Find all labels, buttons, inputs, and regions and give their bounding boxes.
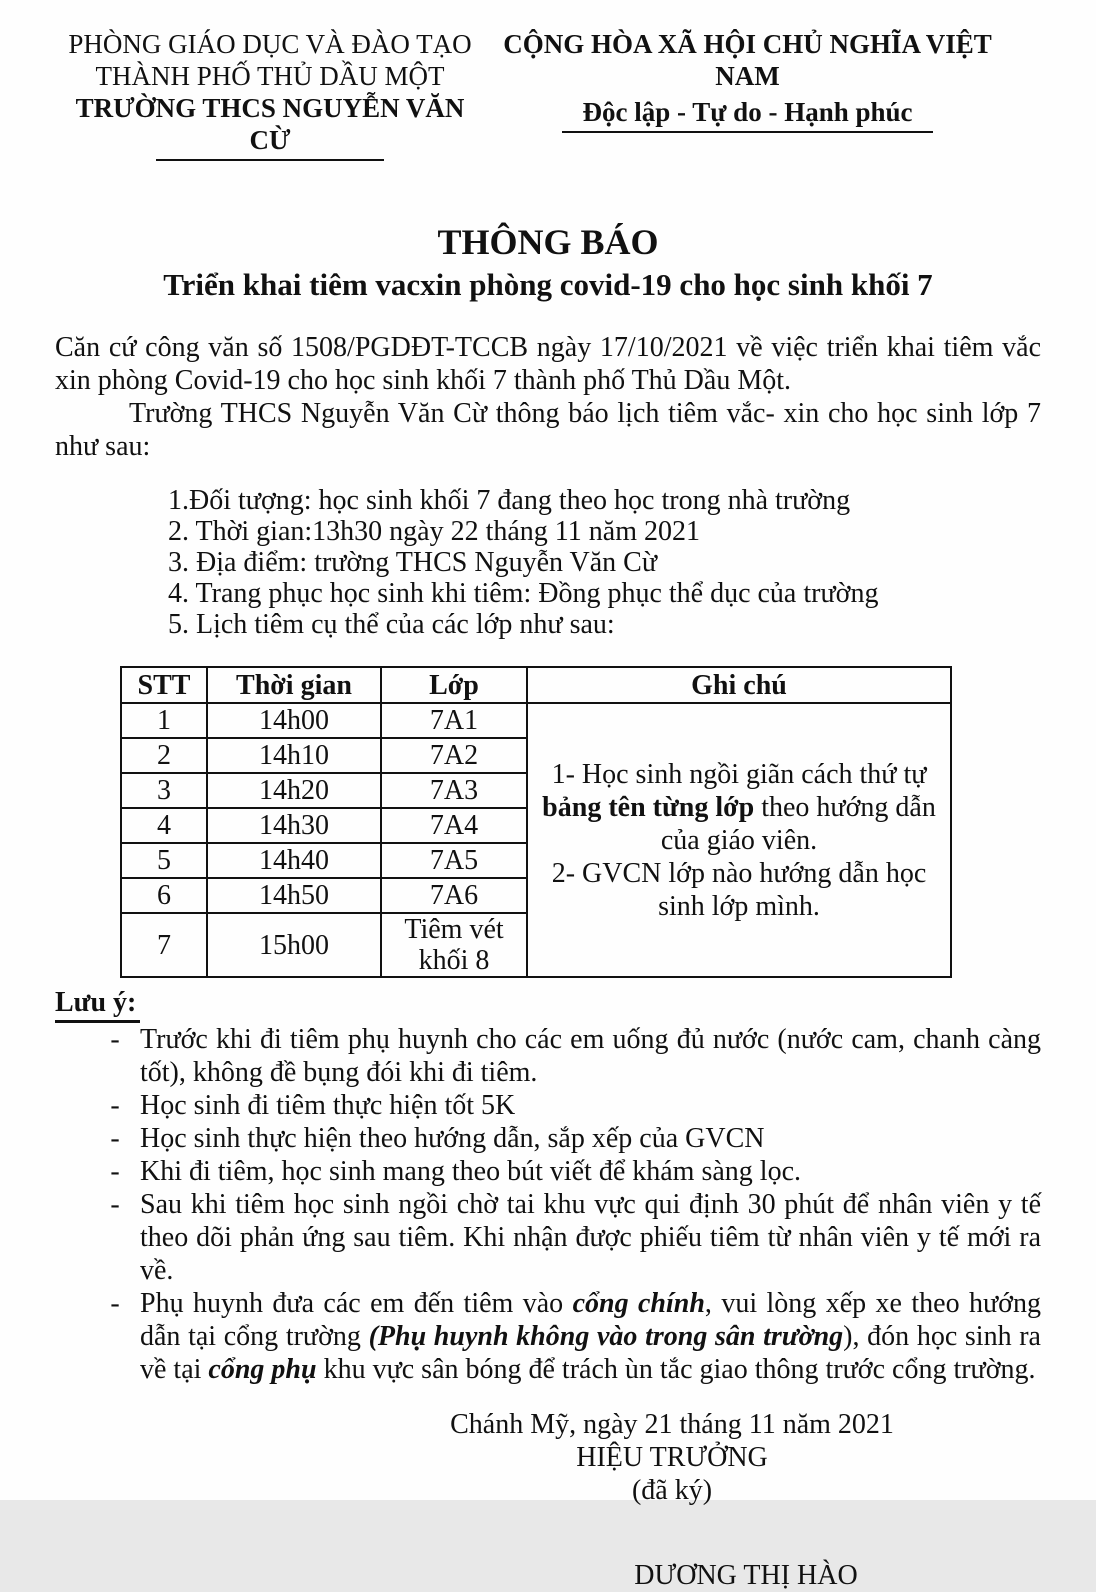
list-item — [90, 1155, 1041, 1188]
issuing-org-block — [55, 28, 485, 161]
notes-heading-wrap — [55, 986, 1041, 1023]
notes-heading: Lưu ý: — [55, 986, 140, 1023]
cell-time: 15h00 — [207, 913, 381, 977]
paragraph-announcement: Trường THCS Nguyễn Văn Cừ thông báo lịch tiêm vắc- xin cho học sinh lớp 7 như sau: — [55, 398, 1041, 462]
signature-title: HIỆU TRƯỞNG — [576, 1442, 768, 1473]
national-motto-wrap — [495, 96, 1000, 133]
national-header-block — [495, 28, 1006, 133]
header-time: Thời gian — [207, 667, 381, 703]
bullet-dash: - — [110, 1156, 120, 1187]
gate-seg-main-gate: cổng chính — [572, 1288, 705, 1319]
org-line-school: TRƯỜNG THCS NGUYỄN VĂN CỪ — [75, 93, 465, 155]
cell-class: 7A4 — [381, 808, 527, 843]
list-item-uniform: 4. Trang phục học sinh khi tiêm: Đồng phục thể dục của trường — [168, 578, 879, 609]
cell-class: Tiêm vét khối 8 — [381, 913, 527, 977]
list-item-target: 1.Đối tượng: học sinh khối 7 đang theo học trong nhà trường — [168, 485, 851, 516]
signature-block — [392, 1408, 952, 1507]
cell-class: 7A3 — [381, 773, 527, 808]
note-item-gates — [140, 1287, 1041, 1386]
cell-time: 14h10 — [207, 738, 381, 773]
bullet-dash: - — [110, 1123, 120, 1154]
signature-name: DƯƠNG THỊ HÀO — [634, 1560, 858, 1591]
cell-stt: 2 — [121, 738, 207, 773]
org-line-department: PHÒNG GIÁO DỤC VÀ ĐÀO TẠO — [68, 29, 472, 59]
note-item-gvcn: Học sinh thực hiện theo hướng dẫn, sắp xếp của GVCN — [140, 1123, 765, 1154]
cell-class: 7A1 — [381, 703, 527, 738]
vaccination-schedule-table — [120, 666, 952, 978]
note-item-wait30: Sau khi tiêm học sinh ngồi chờ tai khu vực qui định 30 phút để nhân viên y tế theo dõi phản ứng sau tiêm. Khi nhận được phiếu tiêm từ nhân viên y tế mới ra về. — [140, 1189, 1041, 1286]
cell-stt: 6 — [121, 878, 207, 913]
merged-note-cell — [527, 703, 951, 977]
document-title: THÔNG BÁO — [437, 222, 659, 262]
note-line-2: 2- GVCN lớp nào hướng dẫn học sinh lớp mình. — [551, 857, 927, 922]
national-title: CỘNG HÒA XÃ HỘI CHỦ NGHĨA VIỆT NAM — [503, 29, 1006, 91]
cell-stt: 7 — [121, 913, 207, 977]
gate-seg-side-gate: cổng phụ — [208, 1354, 317, 1385]
national-motto: Độc lập - Tự do - Hạnh phúc — [562, 96, 932, 133]
list-item-schedule: 5. Lịch tiêm cụ thể của các lớp như sau: — [168, 609, 615, 640]
note-item-pen: Khi đi tiêm, học sinh mang theo bút viết để khám sàng lọc. — [140, 1156, 801, 1187]
cell-time: 14h50 — [207, 878, 381, 913]
cell-time: 14h20 — [207, 773, 381, 808]
header-stt: STT — [121, 667, 207, 703]
table-header-row — [121, 667, 951, 703]
paragraph-legal-basis: Căn cứ công văn số 1508/PGDĐT-TCCB ngày 17/10/2021 về việc triển khai tiêm vắc xin phòng Covid-19 cho học sinh khối 7 thành phố Thủ Dầu Một. — [55, 332, 1041, 396]
header-note: Ghi chú — [527, 667, 951, 703]
gate-seg-1: Phụ huynh đưa các em đến tiêm vào — [140, 1288, 573, 1319]
list-item — [90, 1122, 1041, 1155]
list-item — [90, 1188, 1041, 1287]
note-line1-pre: 1- Học sinh ngồi giãn cách thứ tự — [551, 758, 927, 790]
bullet-dash: - — [110, 1288, 120, 1319]
list-item — [90, 1089, 1041, 1122]
signature-signed-note: (đã ký) — [631, 1475, 713, 1506]
list-item-location: 3. Địa điểm: trường THCS Nguyễn Văn Cừ — [168, 547, 657, 578]
document-subtitle: Triển khai tiêm vacxin phòng covid-19 cho học sinh khối 7 — [163, 267, 933, 302]
bullet-dash: - — [110, 1090, 120, 1121]
title-block — [55, 219, 1041, 305]
body-block — [55, 331, 1041, 463]
note-item-water: Trước khi đi tiêm phụ huynh cho các em uống đủ nước (nước cam, chanh càng tốt), không đề bụng đói khi đi tiêm. — [140, 1024, 1041, 1088]
cell-stt: 1 — [121, 703, 207, 738]
list-item — [90, 1287, 1041, 1386]
cell-class: 7A2 — [381, 738, 527, 773]
table-row — [121, 703, 951, 738]
org-line-city: THÀNH PHỐ THỦ DẦU MỘT — [95, 61, 445, 91]
gate-seg-5: ), đón học sinh ra về tại — [140, 1321, 1041, 1385]
list-item — [90, 1023, 1041, 1089]
note-item-5k: Học sinh đi tiêm thực hiện tốt 5K — [140, 1090, 516, 1121]
cell-time: 14h40 — [207, 843, 381, 878]
cell-class: 7A6 — [381, 878, 527, 913]
cell-class: 7A5 — [381, 843, 527, 878]
note-line1-post: theo hướng dẫn của giáo viên. — [660, 791, 936, 856]
bullet-dash: - — [110, 1024, 120, 1055]
bullet-dash: - — [110, 1189, 120, 1220]
cell-stt: 4 — [121, 808, 207, 843]
note-line-1 — [532, 758, 946, 857]
cell-stt: 5 — [121, 843, 207, 878]
list-item-time: 2. Thời gian:13h30 ngày 22 tháng 11 năm 2021 — [168, 516, 700, 547]
gate-seg-3: , vui lòng xếp xe theo hướng dẫn tại cổng trường — [140, 1288, 1041, 1352]
cell-time: 14h30 — [207, 808, 381, 843]
cell-stt: 3 — [121, 773, 207, 808]
gate-seg-no-entry: (Phụ huynh không vào trong sân trường — [368, 1321, 844, 1352]
org-underline-rule — [156, 159, 384, 161]
signature-place-date: Chánh Mỹ, ngày 21 tháng 11 năm 2021 — [450, 1409, 894, 1440]
note-line1-bold: bảng tên từng lớp — [542, 791, 755, 823]
notes-list — [90, 1023, 1041, 1386]
header-class: Lớp — [381, 667, 527, 703]
document-header — [55, 28, 1041, 161]
schedule-info-list — [168, 485, 1041, 640]
gate-seg-7: khu vực sân bóng để trách ùn tắc giao thông trước cổng trường. — [316, 1354, 1036, 1385]
cell-time: 14h00 — [207, 703, 381, 738]
